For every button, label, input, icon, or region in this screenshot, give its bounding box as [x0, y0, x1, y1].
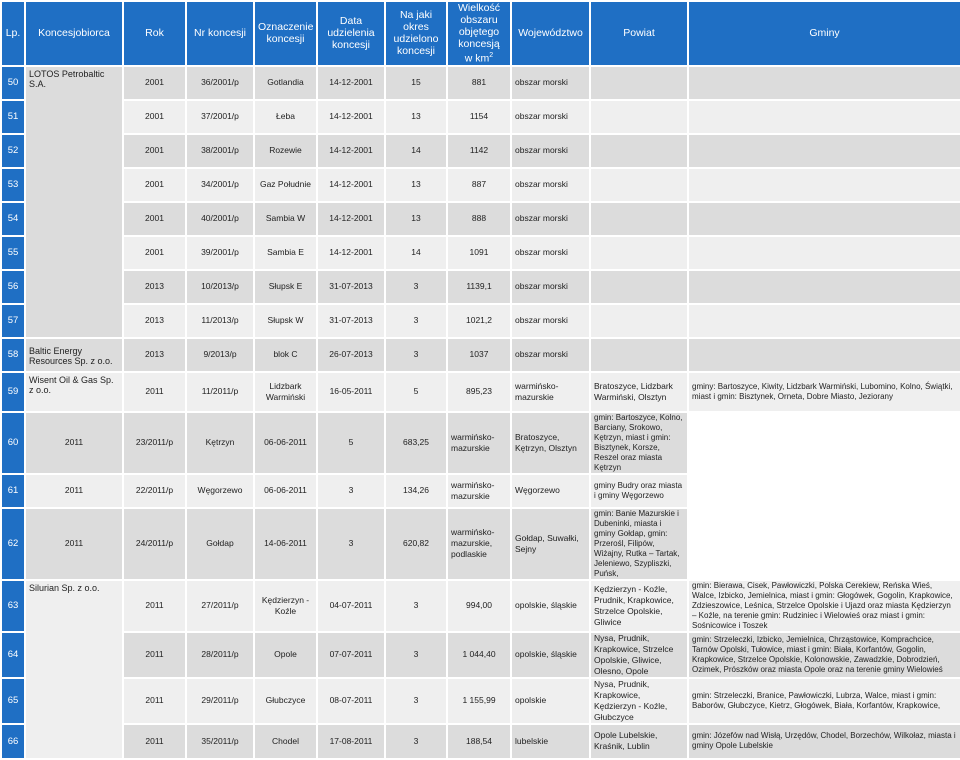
cell-oznaczenie: Sambia W: [254, 202, 317, 236]
cell-data-udzielenia: 08-07-2011: [317, 678, 385, 724]
cell-wojewodztwo: obszar morski: [511, 134, 590, 168]
cell-wielkosc: 994,00: [447, 580, 511, 632]
cell-okres: 5: [385, 372, 447, 412]
cell-wojewodztwo: obszar morski: [511, 202, 590, 236]
cell-powiat: [590, 270, 688, 304]
header-koncesjobiorca: Koncesjobiorca: [25, 1, 123, 66]
cell-data-udzielenia: 04-07-2011: [317, 580, 385, 632]
cell-wielkosc: 881: [447, 66, 511, 100]
cell-wielkosc: 895,23: [447, 372, 511, 412]
header-rok: Rok: [123, 1, 186, 66]
cell-powiat: Nysa, Prudnik, Krapkowice, Strzelce Opolskie, Gliwice, Olesno, Opole: [590, 632, 688, 678]
cell-okres: 3: [385, 678, 447, 724]
cell-lp: 60: [1, 412, 25, 474]
cell-nr-koncesji: 34/2001/p: [186, 168, 254, 202]
cell-powiat: [590, 66, 688, 100]
cell-oznaczenie: Słupsk W: [254, 304, 317, 338]
table-row: [1, 372, 960, 412]
cell-okres: 14: [385, 236, 447, 270]
cell-powiat: Bratoszyce, Kętrzyn, Olsztyn: [511, 412, 590, 474]
cell-nr-koncesji: 11/2013/p: [186, 304, 254, 338]
cell-lp: 52: [1, 134, 25, 168]
cell-powiat: [590, 100, 688, 134]
cell-gminy: gminy: Bartoszyce, Kiwity, Lidzbark Warmiński, Lubomino, Kolno, Świątki, miast i gmin: Bisztynek, Orneta, Dobre Miasto, Jeziorany: [688, 372, 960, 412]
cell-wojewodztwo: warmińsko-mazurskie, podlaskie: [447, 508, 511, 580]
cell-rok: 2001: [123, 202, 186, 236]
cell-okres: 3: [385, 632, 447, 678]
cell-wielkosc: 887: [447, 168, 511, 202]
table-row: [1, 134, 960, 168]
cell-nr-koncesji: 28/2011/p: [186, 632, 254, 678]
cell-nr-koncesji: 36/2001/p: [186, 66, 254, 100]
cell-nr-koncesji: 22/2011/p: [123, 474, 186, 508]
cell-oznaczenie: Słupsk E: [254, 270, 317, 304]
cell-oznaczenie: Opole: [254, 632, 317, 678]
cell-lp: 53: [1, 168, 25, 202]
cell-okres: 15: [385, 66, 447, 100]
cell-nr-koncesji: 37/2001/p: [186, 100, 254, 134]
cell-okres: 3: [385, 304, 447, 338]
cell-data-udzielenia: 06-06-2011: [254, 474, 317, 508]
cell-nr-koncesji: 40/2001/p: [186, 202, 254, 236]
cell-data-udzielenia: 31-07-2013: [317, 270, 385, 304]
cell-wielkosc: 1091: [447, 236, 511, 270]
cell-gminy: [688, 134, 960, 168]
cell-wojewodztwo: obszar morski: [511, 236, 590, 270]
cell-lp: 62: [1, 508, 25, 580]
cell-wielkosc: 1037: [447, 338, 511, 372]
cell-powiat: [590, 134, 688, 168]
cell-rok: 2011: [123, 580, 186, 632]
header-row: [1, 1, 960, 66]
cell-data-udzielenia: 14-12-2001: [317, 134, 385, 168]
cell-wielkosc: 1139,1: [447, 270, 511, 304]
cell-powiat: Gołdap, Suwałki, Sejny: [511, 508, 590, 580]
table-row: [1, 338, 960, 372]
cell-data-udzielenia: 06-06-2011: [254, 412, 317, 474]
header-okres: Na jaki okres udzielono koncesji: [385, 1, 447, 66]
cell-oznaczenie: Gotlandia: [254, 66, 317, 100]
cell-powiat: Kędzierzyn - Koźle, Prudnik, Krapkowice, Strzelce Opolskie, Gliwice: [590, 580, 688, 632]
cell-rok: 2011: [123, 678, 186, 724]
cell-okres: 3: [385, 724, 447, 759]
table-row: [1, 474, 960, 508]
cell-wojewodztwo: opolskie, śląskie: [511, 632, 590, 678]
table-row: [1, 678, 960, 724]
header-lp: Lp.: [1, 1, 25, 66]
cell-powiat: [590, 338, 688, 372]
cell-lp: 63: [1, 580, 25, 632]
table-row: [1, 724, 960, 759]
cell-gminy: [688, 202, 960, 236]
cell-okres: 3: [385, 580, 447, 632]
cell-gminy: [688, 66, 960, 100]
cell-oznaczenie: Gołdap: [186, 508, 254, 580]
cell-nr-koncesji: 27/2011/p: [186, 580, 254, 632]
cell-rok: 2011: [25, 508, 123, 580]
cell-okres: 14: [385, 134, 447, 168]
cell-lp: 58: [1, 338, 25, 372]
cell-gminy: [688, 270, 960, 304]
cell-lp: 61: [1, 474, 25, 508]
cell-okres: 3: [385, 270, 447, 304]
cell-wielkosc: 188,54: [447, 724, 511, 759]
cell-powiat: Węgorzewo: [511, 474, 590, 508]
cell-wojewodztwo: opolskie: [511, 678, 590, 724]
cell-data-udzielenia: 26-07-2013: [317, 338, 385, 372]
cell-data-udzielenia: 16-05-2011: [317, 372, 385, 412]
cell-rok: 2001: [123, 134, 186, 168]
cell-koncesjobiorca: Wisent Oil & Gas Sp. z o.o.: [25, 372, 123, 412]
header-nr: Nr koncesji: [186, 1, 254, 66]
cell-wojewodztwo: obszar morski: [511, 270, 590, 304]
cell-oznaczenie: Węgorzewo: [186, 474, 254, 508]
cell-okres: 13: [385, 202, 447, 236]
cell-wielkosc: 888: [447, 202, 511, 236]
cell-rok: 2013: [123, 270, 186, 304]
cell-wojewodztwo: warmińsko-mazurskie: [447, 412, 511, 474]
cell-nr-koncesji: 35/2011/p: [186, 724, 254, 759]
cell-gminy: gmin: Strzeleczki, Izbicko, Jemielnica, Chrząstowice, Komprachcice, Tarnów Opolski, Tułowice, miast i gmin: Biała, Korfantów, Gogolin, Krapkowice, Strzelce Opolskie, Kolonowskie, Zawadzkie, Dobrodzień, Ozimek, Prószków oraz miasta Opole oraz na terenie gminy Wielowieś: [688, 632, 960, 678]
cell-powiat: Opole Lubelskie, Kraśnik, Lublin: [590, 724, 688, 759]
cell-wojewodztwo: opolskie, śląskie: [511, 580, 590, 632]
cell-wielkosc: 1142: [447, 134, 511, 168]
cell-okres: 13: [385, 100, 447, 134]
cell-gminy: gmin: Banie Mazurskie i Dubeninki, miasta i gminy Gołdap, gmin: Przerośl, Filipów, Wiżajny, Rutka – Tartak, Jeleniewo, Szypliszki, Puńsk,: [590, 508, 688, 580]
cell-oznaczenie: Kętrzyn: [186, 412, 254, 474]
cell-oznaczenie: Łeba: [254, 100, 317, 134]
cell-koncesjobiorca: Baltic Energy Resources Sp. z o.o.: [25, 338, 123, 372]
cell-gminy: [688, 100, 960, 134]
header-powiat: Powiat: [590, 1, 688, 66]
cell-wielkosc: 134,26: [385, 474, 447, 508]
cell-powiat: [590, 202, 688, 236]
cell-lp: 65: [1, 678, 25, 724]
cell-powiat: [590, 168, 688, 202]
cell-powiat: Nysa, Prudnik, Krapkowice, Kędzierzyn - Koźle, Głubczyce: [590, 678, 688, 724]
cell-nr-koncesji: 10/2013/p: [186, 270, 254, 304]
cell-wielkosc: 1021,2: [447, 304, 511, 338]
cell-data-udzielenia: 14-12-2001: [317, 236, 385, 270]
cell-gminy: gmin: Bartoszyce, Kolno, Barciany, Srokowo, Kętrzyn, miast i gmin: Bisztynek, Korsze, Reszel oraz miasta Kętrzyn: [590, 412, 688, 474]
cell-rok: 2001: [123, 66, 186, 100]
cell-data-udzielenia: 31-07-2013: [317, 304, 385, 338]
cell-wielkosc: 1 155,99: [447, 678, 511, 724]
cell-wojewodztwo: lubelskie: [511, 724, 590, 759]
cell-rok: 2011: [123, 372, 186, 412]
cell-data-udzielenia: 14-06-2011: [254, 508, 317, 580]
cell-koncesjobiorca: LOTOS Petrobaltic S.A.: [25, 66, 123, 338]
cell-wojewodztwo: obszar morski: [511, 304, 590, 338]
cell-wojewodztwo: obszar morski: [511, 66, 590, 100]
cell-rok: 2011: [123, 632, 186, 678]
cell-data-udzielenia: 14-12-2001: [317, 202, 385, 236]
cell-okres: 13: [385, 168, 447, 202]
cell-wojewodztwo: warmińsko-mazurskie: [511, 372, 590, 412]
cell-lp: 50: [1, 66, 25, 100]
cell-rok: 2001: [123, 100, 186, 134]
cell-koncesjobiorca: Silurian Sp. z o.o.: [25, 580, 123, 759]
cell-rok: 2011: [25, 474, 123, 508]
cell-okres: 3: [317, 474, 385, 508]
table-row: [1, 66, 960, 100]
cell-nr-koncesji: 24/2011/p: [123, 508, 186, 580]
cell-rok: 2013: [123, 304, 186, 338]
cell-wielkosc: 620,82: [385, 508, 447, 580]
cell-wielkosc: 683,25: [385, 412, 447, 474]
cell-gminy: gmin: Strzeleczki, Branice, Pawłowiczki, Lubrza, Walce, miast i gmin: Baborów, Głubczyce, Kietrz, Głogówek, Biała, Korfantów, Krapkowice,: [688, 678, 960, 724]
cell-nr-koncesji: 11/2011/p: [186, 372, 254, 412]
cell-nr-koncesji: 29/2011/p: [186, 678, 254, 724]
table-row: [1, 168, 960, 202]
cell-lp: 64: [1, 632, 25, 678]
table-row: [1, 508, 960, 580]
header-wielkosc: [447, 1, 511, 66]
cell-oznaczenie: Głubczyce: [254, 678, 317, 724]
cell-gminy: gminy Budry oraz miasta i gminy Węgorzewo: [590, 474, 688, 508]
cell-oznaczenie: Kędzierzyn - Koźle: [254, 580, 317, 632]
cell-rok: 2001: [123, 236, 186, 270]
cell-lp: 56: [1, 270, 25, 304]
cell-oznaczenie: Sambia E: [254, 236, 317, 270]
table-row: [1, 632, 960, 678]
cell-wojewodztwo: warmińsko-mazurskie: [447, 474, 511, 508]
cell-oznaczenie: blok C: [254, 338, 317, 372]
cell-oznaczenie: Rozewie: [254, 134, 317, 168]
header-wielkosc-sup: 2: [489, 52, 494, 59]
cell-gminy: [688, 168, 960, 202]
table-row: [1, 100, 960, 134]
header-data: Data udzielenia koncesji: [317, 1, 385, 66]
cell-gminy: gmin: Józefów nad Wisłą, Urzędów, Chodel, Borzechów, Wilkołaz, miasta i gminy Opole Lubelskie: [688, 724, 960, 759]
cell-powiat: Bratoszyce, Lidzbark Warmiński, Olsztyn: [590, 372, 688, 412]
cell-powiat: [590, 236, 688, 270]
cell-gminy: gmin: Bierawa, Cisek, Pawłowiczki, Polska Cerekiew, Reńska Wieś, Walce, Izbicko, Jemielnica, miast i gmin: Głogówek, Gogolin, Krapkowice, Zdzieszowice, Leśnica, Strzelce Opolskie i Ujazd oraz miasta Kędzierzyn – Koźle, na terenie gmin: Rudziniec i Wielowieś oraz miast i gmin: Sośnicowice i Toszek: [688, 580, 960, 632]
cell-lp: 54: [1, 202, 25, 236]
table-row: [1, 202, 960, 236]
cell-oznaczenie: Lidzbark Warmiński: [254, 372, 317, 412]
cell-lp: 51: [1, 100, 25, 134]
cell-lp: 66: [1, 724, 25, 759]
cell-gminy: [688, 338, 960, 372]
cell-wielkosc: 1 044,40: [447, 632, 511, 678]
cell-nr-koncesji: 23/2011/p: [123, 412, 186, 474]
cell-gminy: [688, 236, 960, 270]
header-wielkosc-text: Wielkość obszaru objętego koncesją: [457, 2, 500, 50]
cell-wojewodztwo: obszar morski: [511, 100, 590, 134]
header-gminy: Gminy: [688, 1, 960, 66]
cell-data-udzielenia: 14-12-2001: [317, 168, 385, 202]
table-row: [1, 580, 960, 632]
cell-lp: 55: [1, 236, 25, 270]
cell-nr-koncesji: 39/2001/p: [186, 236, 254, 270]
table-row: [1, 236, 960, 270]
cell-lp: 57: [1, 304, 25, 338]
cell-wojewodztwo: obszar morski: [511, 168, 590, 202]
cell-wielkosc: 1154: [447, 100, 511, 134]
cell-data-udzielenia: 14-12-2001: [317, 100, 385, 134]
cell-okres: 3: [317, 508, 385, 580]
cell-rok: 2001: [123, 168, 186, 202]
cell-okres: 5: [317, 412, 385, 474]
cell-data-udzielenia: 07-07-2011: [317, 632, 385, 678]
cell-nr-koncesji: 9/2013/p: [186, 338, 254, 372]
cell-wojewodztwo: obszar morski: [511, 338, 590, 372]
cell-okres: 3: [385, 338, 447, 372]
cell-rok: 2011: [25, 412, 123, 474]
table-row: [1, 412, 960, 474]
cell-data-udzielenia: 14-12-2001: [317, 66, 385, 100]
header-wojewodztwo: Województwo: [511, 1, 590, 66]
table-row: [1, 304, 960, 338]
cell-rok: 2011: [123, 724, 186, 759]
cell-oznaczenie: Chodel: [254, 724, 317, 759]
cell-oznaczenie: Gaz Południe: [254, 168, 317, 202]
header-wielkosc-unit: w km: [464, 52, 490, 65]
cell-lp: 59: [1, 372, 25, 412]
cell-powiat: [590, 304, 688, 338]
cell-nr-koncesji: 38/2001/p: [186, 134, 254, 168]
cell-data-udzielenia: 17-08-2011: [317, 724, 385, 759]
table-row: [1, 270, 960, 304]
header-oznaczenie: Oznaczenie koncesji: [254, 1, 317, 66]
cell-rok: 2013: [123, 338, 186, 372]
cell-gminy: [688, 304, 960, 338]
